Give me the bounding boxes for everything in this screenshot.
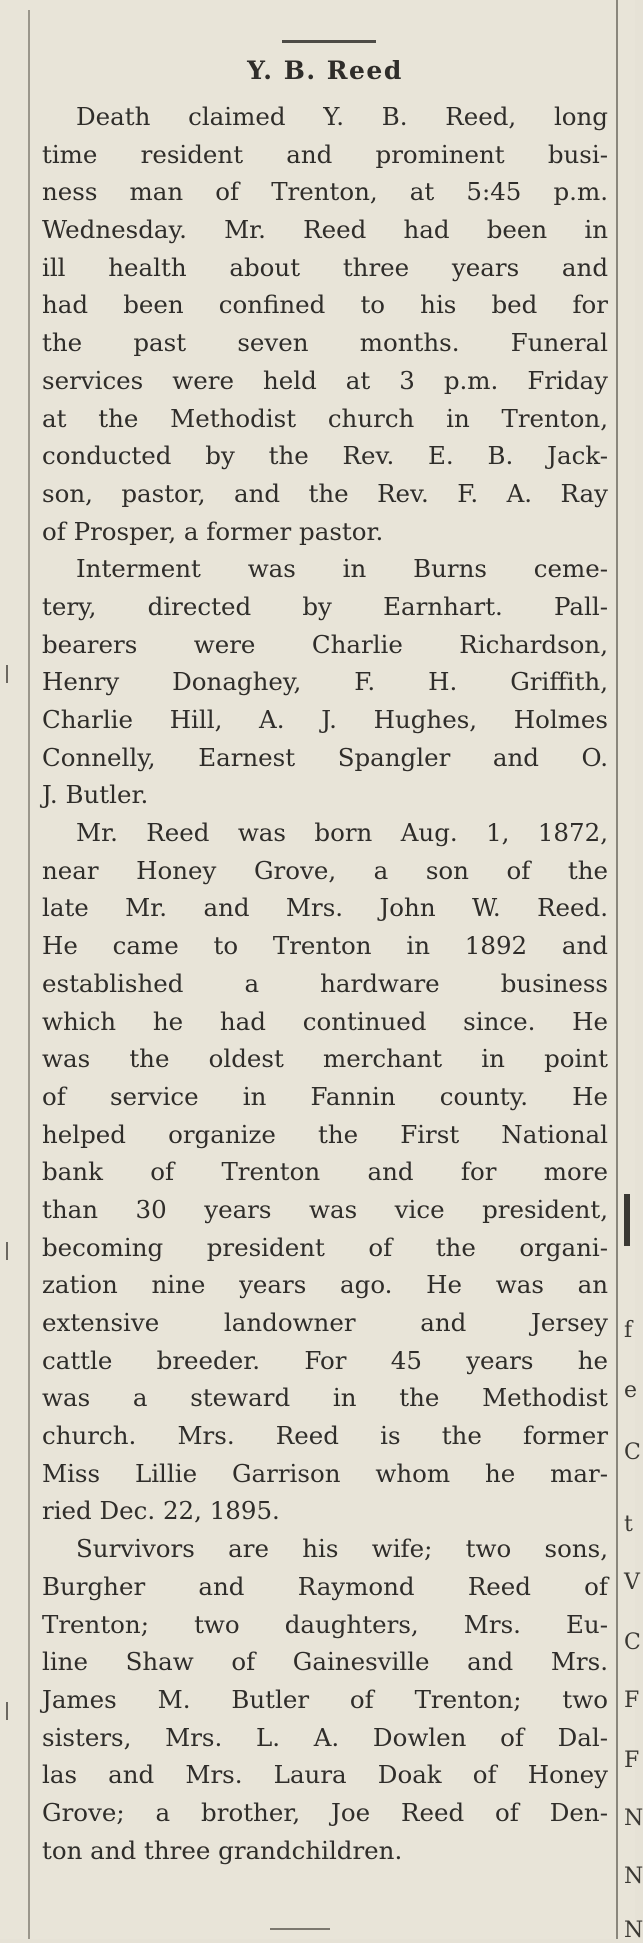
text-line: zation nine years ago. He was an: [42, 1270, 608, 1300]
text-line: Burgher and Raymond Reed of: [42, 1571, 608, 1601]
adjacent-column-fragment: V: [624, 1570, 640, 1595]
left-column-rule: [28, 10, 30, 1939]
text-line: Connelly, Earnest Spangler and O.: [42, 742, 608, 772]
adjacent-column-fragment: C: [624, 1630, 641, 1655]
adjacent-column-fragment: f: [624, 1318, 633, 1343]
article-paragraph: [42, 98, 608, 550]
text-line: which he had continued since. He: [42, 1006, 608, 1036]
text-line: Survivors are his wife; two sons,: [76, 1534, 608, 1564]
headline-top-rule: [282, 40, 376, 43]
text-line: was the oldest merchant in point: [42, 1044, 608, 1074]
adjacent-column-fragment: C: [624, 1440, 641, 1465]
text-line: becoming president of the organi-: [42, 1232, 608, 1262]
text-line: had been confined to his bed for: [42, 290, 608, 320]
text-line: helped organize the First National: [42, 1119, 608, 1149]
text-line: Henry Donaghey, F. H. Griffith,: [42, 667, 608, 697]
text-line: church. Mrs. Reed is the former: [42, 1421, 608, 1451]
text-line: sisters, Mrs. L. A. Dowlen of Dal-: [42, 1722, 608, 1752]
text-line: Trenton; two daughters, Mrs. Eu-: [42, 1609, 608, 1639]
article-paragraph: [42, 814, 608, 1530]
text-line: established a hardware business: [42, 968, 608, 998]
text-line: line Shaw of Gainesville and Mrs.: [42, 1647, 608, 1677]
text-line: ness man of Trenton, at 5:45 p.m.: [42, 177, 608, 207]
adjacent-column-fragment: F: [624, 1688, 640, 1713]
adjacent-column-fragment: N: [624, 1864, 643, 1889]
text-line: Miss Lillie Garrison whom he mar-: [42, 1458, 608, 1488]
adjacent-column-fragment: t: [624, 1512, 633, 1537]
text-line: las and Mrs. Laura Doak of Honey: [42, 1760, 608, 1790]
text-line: extensive landowner and Jersey: [42, 1308, 608, 1337]
text-line: near Honey Grove, a son of the: [42, 855, 608, 885]
text-line: services were held at 3 p.m. Friday: [42, 365, 608, 395]
text-line: than 30 years was vice president,: [42, 1194, 608, 1224]
article-column: [42, 52, 608, 1869]
text-line: Grove; a brother, Joe Reed of Den-: [42, 1797, 608, 1827]
text-line: cattle breeder. For 45 years he: [42, 1345, 608, 1375]
text-line: Interment was in Burns ceme-: [76, 554, 608, 584]
right-column-rule: [616, 0, 618, 1939]
text-line: Mr. Reed was born Aug. 1, 1872,: [76, 818, 608, 848]
text-line: of Prosper, a former pastor.: [42, 516, 384, 546]
article-body: [42, 98, 608, 1869]
left-margin-mark: [6, 665, 8, 683]
text-line: Death claimed Y. B. Reed, long: [76, 102, 608, 131]
text-line: was a steward in the Methodist: [42, 1383, 608, 1413]
article-paragraph: [42, 1530, 608, 1869]
text-line: bank of Trenton and for more: [42, 1157, 608, 1187]
bottom-rule: [270, 1928, 330, 1930]
text-line: late Mr. and Mrs. John W. Reed.: [42, 893, 608, 923]
text-line: tery, directed by Earnhart. Pall-: [42, 591, 608, 621]
text-line: son, pastor, and the Rev. F. A. Ray: [42, 478, 608, 508]
text-line: Wednesday. Mr. Reed had been in: [42, 215, 608, 245]
text-line: at the Methodist church in Trenton,: [42, 403, 608, 433]
text-line: ton and three grandchildren.: [42, 1835, 403, 1865]
article-headline: Y. B. Reed: [247, 56, 403, 85]
text-line: James M. Butler of Trenton; two: [42, 1684, 608, 1714]
adjacent-column-mark: [624, 1194, 630, 1246]
text-line: He came to Trenton in 1892 and: [42, 931, 608, 961]
text-line: conducted by the Rev. E. B. Jack-: [42, 441, 608, 471]
text-line: Charlie Hill, A. J. Hughes, Holmes: [42, 705, 608, 734]
left-margin-mark: [6, 1242, 8, 1260]
adjacent-column-fragment: e: [624, 1378, 638, 1403]
text-line: J. Butler.: [42, 780, 149, 810]
text-line: bearers were Charlie Richardson,: [42, 629, 608, 659]
text-line: the past seven months. Funeral: [42, 328, 608, 358]
adjacent-column-fragment: N: [624, 1806, 643, 1831]
article-paragraph: [42, 550, 608, 814]
text-line: of service in Fannin county. He: [42, 1081, 608, 1111]
text-line: time resident and prominent busi-: [42, 139, 608, 169]
adjacent-column-fragment: N: [624, 1918, 643, 1943]
left-margin-mark: [6, 1702, 8, 1720]
adjacent-column-fragment: F: [624, 1748, 640, 1773]
text-line: ried Dec. 22, 1895.: [42, 1496, 280, 1526]
text-line: ill health about three years and: [42, 252, 608, 282]
